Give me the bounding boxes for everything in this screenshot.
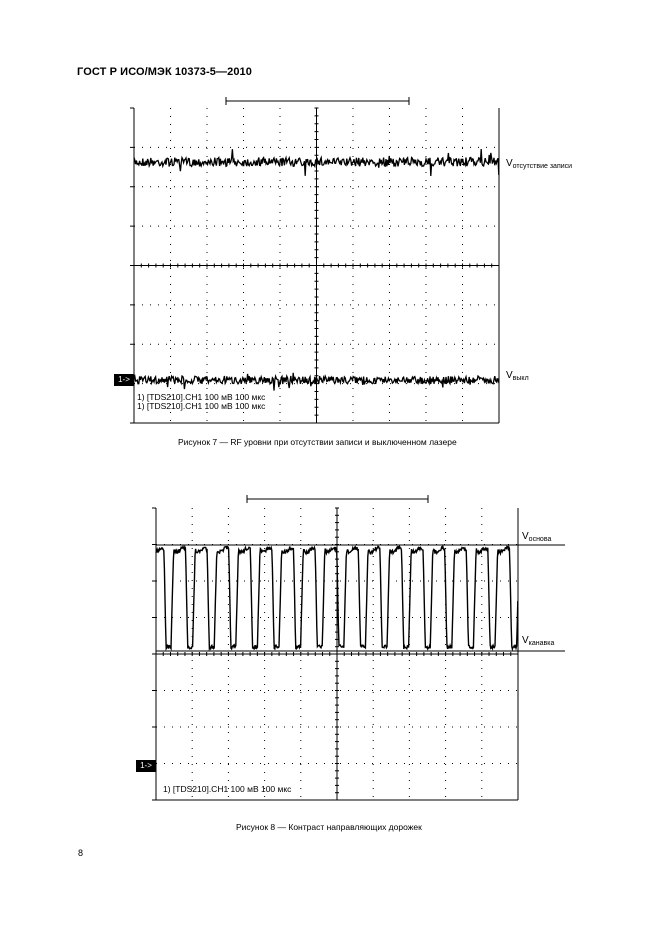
fig7-info-line-1: 1) [TDS210].CH1 100 мВ 100 мкс bbox=[137, 392, 266, 402]
document-header: ГОСТ Р ИСО/МЭК 10373-5—2010 bbox=[77, 66, 252, 78]
fig8-level-top-label: $V_{основа}$ bbox=[522, 531, 552, 543]
fig8-info-line: 1) [TDS210].CH1 100 мВ 100 мкс bbox=[163, 784, 292, 794]
figure7-oscillogram bbox=[130, 97, 499, 423]
fig8-level-bottom-label: $V_{канавка}$ bbox=[522, 635, 555, 647]
fig7-level-bottom-label: $V_{выкл}$ bbox=[506, 370, 529, 382]
fig7-level-top-label: $V_{отсутствие записи}$ bbox=[506, 158, 573, 170]
fig7-caption: Рисунок 7 — RF уровни при отсутствии записи и выключенном лазере bbox=[178, 437, 457, 447]
fig7-info-line-2: 1) [TDS210].CH1 100 мВ 100 мкс bbox=[137, 401, 266, 411]
fig8-channel-marker: 1-> bbox=[136, 760, 156, 772]
fig8-caption: Рисунок 8 — Контраст направляющих дорожек bbox=[236, 822, 422, 832]
fig7-channel-marker: 1-> bbox=[114, 374, 134, 386]
figure8-oscillogram bbox=[152, 495, 565, 800]
page-number: 8 bbox=[78, 848, 84, 858]
